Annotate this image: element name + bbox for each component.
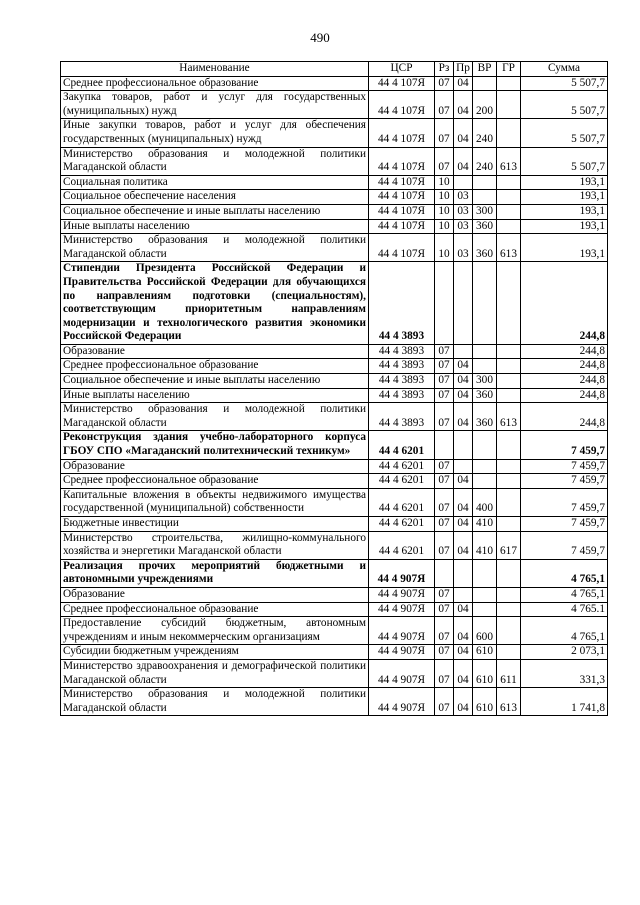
table-row — [61, 474, 608, 489]
cell-sum: 4 765,1 — [521, 587, 608, 602]
table-row — [61, 488, 608, 516]
table-row — [61, 91, 608, 119]
cell-sum: 5 507,7 — [521, 76, 608, 91]
cell-csr: 44 4 907Я — [369, 617, 435, 645]
cell-name: Министерство образования и молодежной политики Магаданской области — [61, 147, 369, 175]
cell-vr: 600 — [473, 617, 497, 645]
cell-gr — [497, 119, 521, 147]
cell-pr: 03 — [454, 234, 473, 262]
cell-rz: 07 — [435, 119, 454, 147]
cell-gr — [497, 204, 521, 219]
cell-pr — [454, 344, 473, 359]
cell-rz: 10 — [435, 204, 454, 219]
cell-vr: 610 — [473, 645, 497, 660]
table-row — [61, 190, 608, 205]
cell-name: Социальное обеспечение и иные выплаты населению — [61, 374, 369, 389]
cell-csr: 44 4 3893 — [369, 359, 435, 374]
cell-sum: 244,8 — [521, 344, 608, 359]
cell-vr: 360 — [473, 234, 497, 262]
cell-name: Среднее профессиональное образование — [61, 359, 369, 374]
table-row — [61, 517, 608, 532]
cell-name: Закупка товаров, работ и услуг для государственных (муниципальных) нужд — [61, 91, 369, 119]
cell-pr: 04 — [454, 403, 473, 431]
cell-rz: 07 — [435, 388, 454, 403]
cell-name: Иные выплаты населению — [61, 388, 369, 403]
cell-gr — [497, 219, 521, 234]
cell-name: Реализация прочих мероприятий бюджетными и автономными учреждениями — [61, 559, 369, 587]
table-row — [61, 688, 608, 716]
cell-rz: 07 — [435, 91, 454, 119]
cell-pr: 04 — [454, 659, 473, 687]
cell-pr: 04 — [454, 76, 473, 91]
cell-vr: 610 — [473, 688, 497, 716]
cell-rz: 07 — [435, 403, 454, 431]
cell-gr — [497, 344, 521, 359]
cell-vr — [473, 459, 497, 474]
cell-vr: 200 — [473, 91, 497, 119]
cell-name: Социальное обеспечение населения — [61, 190, 369, 205]
cell-pr: 04 — [454, 488, 473, 516]
header-sum: Сумма — [521, 62, 608, 77]
header-name: Наименование — [61, 62, 369, 77]
cell-rz: 07 — [435, 587, 454, 602]
cell-sum: 7 459,7 — [521, 474, 608, 489]
table-row — [61, 617, 608, 645]
cell-sum: 5 507,7 — [521, 119, 608, 147]
cell-pr: 04 — [454, 91, 473, 119]
cell-rz: 07 — [435, 488, 454, 516]
cell-name: Министерство строительства, жилищно-коммунального хозяйства и энергетики Магаданской области — [61, 531, 369, 559]
cell-name: Образование — [61, 459, 369, 474]
cell-rz: 07 — [435, 531, 454, 559]
cell-sum: 244,8 — [521, 388, 608, 403]
cell-vr: 360 — [473, 388, 497, 403]
cell-sum: 7 459,7 — [521, 459, 608, 474]
cell-sum: 193,1 — [521, 175, 608, 190]
table-row — [61, 219, 608, 234]
cell-sum: 2 073,1 — [521, 645, 608, 660]
cell-sum: 244,8 — [521, 359, 608, 374]
cell-pr: 04 — [454, 374, 473, 389]
cell-name: Среднее профессиональное образование — [61, 76, 369, 91]
cell-gr: 613 — [497, 147, 521, 175]
cell-sum: 331,3 — [521, 659, 608, 687]
cell-sum: 244,8 — [521, 374, 608, 389]
cell-pr — [454, 587, 473, 602]
cell-vr: 240 — [473, 147, 497, 175]
cell-gr — [497, 617, 521, 645]
cell-vr — [473, 587, 497, 602]
table-row — [61, 659, 608, 687]
cell-gr — [497, 645, 521, 660]
cell-pr: 04 — [454, 617, 473, 645]
cell-gr — [497, 431, 521, 459]
cell-csr: 44 4 6201 — [369, 517, 435, 532]
cell-csr: 44 4 907Я — [369, 559, 435, 587]
table-row — [61, 262, 608, 345]
cell-rz: 07 — [435, 459, 454, 474]
table-header-row — [61, 62, 608, 77]
cell-pr — [454, 262, 473, 345]
cell-name: Субсидии бюджетным учреждениям — [61, 645, 369, 660]
cell-name: Среднее профессиональное образование — [61, 474, 369, 489]
cell-pr: 04 — [454, 688, 473, 716]
cell-gr: 611 — [497, 659, 521, 687]
header-csr: ЦСР — [369, 62, 435, 77]
cell-vr — [473, 602, 497, 617]
cell-sum: 193,1 — [521, 204, 608, 219]
cell-pr: 04 — [454, 531, 473, 559]
cell-pr — [454, 431, 473, 459]
table-row — [61, 388, 608, 403]
cell-sum: 7 459,7 — [521, 531, 608, 559]
cell-sum: 7 459,7 — [521, 431, 608, 459]
cell-gr — [497, 602, 521, 617]
cell-gr — [497, 359, 521, 374]
cell-rz — [435, 431, 454, 459]
cell-vr — [473, 344, 497, 359]
table-body — [61, 76, 608, 716]
cell-sum: 193,1 — [521, 219, 608, 234]
table-row — [61, 344, 608, 359]
cell-gr: 613 — [497, 688, 521, 716]
cell-csr: 44 4 3893 — [369, 262, 435, 345]
cell-name: Министерство образования и молодежной политики Магаданской области — [61, 234, 369, 262]
cell-csr: 44 4 107Я — [369, 91, 435, 119]
cell-rz: 07 — [435, 617, 454, 645]
table-row — [61, 531, 608, 559]
cell-rz: 07 — [435, 359, 454, 374]
header-rz: Рз — [435, 62, 454, 77]
table-row — [61, 602, 608, 617]
cell-name: Иные закупки товаров, работ и услуг для обеспечения государственных (муниципальных) нужд — [61, 119, 369, 147]
cell-pr: 04 — [454, 517, 473, 532]
cell-vr: 360 — [473, 403, 497, 431]
cell-pr — [454, 459, 473, 474]
cell-rz: 07 — [435, 374, 454, 389]
table-row — [61, 645, 608, 660]
header-gr: ГР — [497, 62, 521, 77]
cell-name: Социальное обеспечение и иные выплаты населению — [61, 204, 369, 219]
cell-name: Реконструкция здания учебно-лабораторного корпуса ГБОУ СПО «Магаданский политехнический техникум» — [61, 431, 369, 459]
cell-rz — [435, 559, 454, 587]
table-row — [61, 119, 608, 147]
cell-csr: 44 4 6201 — [369, 531, 435, 559]
table-row — [61, 374, 608, 389]
cell-pr: 03 — [454, 190, 473, 205]
cell-name: Капитальные вложения в объекты недвижимого имущества государственной (муниципальной) собственности — [61, 488, 369, 516]
cell-vr — [473, 359, 497, 374]
cell-name: Иные выплаты населению — [61, 219, 369, 234]
cell-vr: 300 — [473, 374, 497, 389]
header-vr: ВР — [473, 62, 497, 77]
cell-rz: 07 — [435, 602, 454, 617]
cell-pr: 04 — [454, 119, 473, 147]
cell-vr: 410 — [473, 517, 497, 532]
cell-rz: 10 — [435, 219, 454, 234]
cell-sum: 4 765,1 — [521, 617, 608, 645]
cell-csr: 44 4 107Я — [369, 204, 435, 219]
cell-sum: 1 741,8 — [521, 688, 608, 716]
cell-vr — [473, 474, 497, 489]
cell-vr: 300 — [473, 204, 497, 219]
cell-name: Среднее профессиональное образование — [61, 602, 369, 617]
cell-vr — [473, 431, 497, 459]
cell-gr — [497, 517, 521, 532]
table-row — [61, 147, 608, 175]
cell-rz: 07 — [435, 344, 454, 359]
cell-sum: 5 507,7 — [521, 91, 608, 119]
cell-csr: 44 4 107Я — [369, 119, 435, 147]
table-row — [61, 204, 608, 219]
header-pr: Пр — [454, 62, 473, 77]
table-row — [61, 459, 608, 474]
cell-name: Предоставление субсидий бюджетным, автономным учреждениям и иным некоммерческим организациям — [61, 617, 369, 645]
cell-vr — [473, 262, 497, 345]
cell-pr: 04 — [454, 474, 473, 489]
cell-csr: 44 4 907Я — [369, 688, 435, 716]
cell-pr: 04 — [454, 388, 473, 403]
cell-gr — [497, 175, 521, 190]
table-row — [61, 175, 608, 190]
cell-gr: 613 — [497, 403, 521, 431]
cell-csr: 44 4 6201 — [369, 431, 435, 459]
table-row — [61, 76, 608, 91]
cell-gr — [497, 559, 521, 587]
cell-csr: 44 4 3893 — [369, 388, 435, 403]
table-row — [61, 431, 608, 459]
cell-pr: 03 — [454, 219, 473, 234]
cell-csr: 44 4 6201 — [369, 488, 435, 516]
cell-sum: 4 765,1 — [521, 559, 608, 587]
cell-rz: 07 — [435, 645, 454, 660]
cell-vr — [473, 76, 497, 91]
cell-name: Образование — [61, 344, 369, 359]
table-row — [61, 359, 608, 374]
cell-pr: 04 — [454, 645, 473, 660]
cell-pr — [454, 175, 473, 190]
cell-gr — [497, 488, 521, 516]
cell-sum: 4 765.1 — [521, 602, 608, 617]
cell-gr — [497, 91, 521, 119]
cell-sum: 193,1 — [521, 190, 608, 205]
cell-csr: 44 4 107Я — [369, 147, 435, 175]
cell-gr: 613 — [497, 234, 521, 262]
cell-sum: 244,8 — [521, 403, 608, 431]
cell-gr — [497, 262, 521, 345]
cell-vr: 240 — [473, 119, 497, 147]
cell-csr: 44 4 6201 — [369, 474, 435, 489]
cell-rz: 07 — [435, 147, 454, 175]
cell-gr — [497, 587, 521, 602]
cell-csr: 44 4 907Я — [369, 587, 435, 602]
cell-name: Министерство образования и молодежной политики Магаданской области — [61, 403, 369, 431]
cell-name: Стипендии Президента Российской Федерации и Правительства Российской Федерации для обучающихся по направлениям подготовки (специальностям), соответствующим приоритетным направлениям модернизации и технологического развития экономики Российской Федерации — [61, 262, 369, 345]
cell-gr — [497, 459, 521, 474]
cell-name: Образование — [61, 587, 369, 602]
cell-rz: 10 — [435, 234, 454, 262]
cell-sum: 193,1 — [521, 234, 608, 262]
cell-vr — [473, 190, 497, 205]
cell-sum: 7 459,7 — [521, 517, 608, 532]
cell-csr: 44 4 907Я — [369, 602, 435, 617]
cell-rz: 07 — [435, 688, 454, 716]
cell-csr: 44 4 107Я — [369, 175, 435, 190]
cell-pr: 04 — [454, 147, 473, 175]
cell-gr — [497, 190, 521, 205]
cell-gr — [497, 474, 521, 489]
cell-vr: 610 — [473, 659, 497, 687]
table-row — [61, 587, 608, 602]
cell-csr: 44 4 107Я — [369, 76, 435, 91]
cell-csr: 44 4 107Я — [369, 234, 435, 262]
cell-csr: 44 4 6201 — [369, 459, 435, 474]
cell-rz — [435, 262, 454, 345]
cell-vr: 410 — [473, 531, 497, 559]
cell-vr — [473, 559, 497, 587]
cell-rz: 07 — [435, 76, 454, 91]
cell-rz: 07 — [435, 517, 454, 532]
cell-rz: 10 — [435, 190, 454, 205]
cell-pr — [454, 559, 473, 587]
cell-csr: 44 4 907Я — [369, 645, 435, 660]
table-row — [61, 234, 608, 262]
cell-vr: 360 — [473, 219, 497, 234]
cell-csr: 44 4 3893 — [369, 344, 435, 359]
budget-table — [60, 61, 608, 716]
cell-csr: 44 4 3893 — [369, 403, 435, 431]
table-row — [61, 559, 608, 587]
cell-csr: 44 4 907Я — [369, 659, 435, 687]
cell-csr: 44 4 107Я — [369, 190, 435, 205]
cell-gr — [497, 76, 521, 91]
cell-rz: 10 — [435, 175, 454, 190]
cell-gr — [497, 388, 521, 403]
cell-gr — [497, 374, 521, 389]
cell-gr: 617 — [497, 531, 521, 559]
cell-csr: 44 4 3893 — [369, 374, 435, 389]
cell-name: Министерство здравоохранения и демографической политики Магаданской области — [61, 659, 369, 687]
cell-name: Министерство образования и молодежной политики Магаданской области — [61, 688, 369, 716]
cell-sum: 7 459,7 — [521, 488, 608, 516]
cell-csr: 44 4 107Я — [369, 219, 435, 234]
cell-rz: 07 — [435, 474, 454, 489]
cell-rz: 07 — [435, 659, 454, 687]
cell-pr: 04 — [454, 602, 473, 617]
cell-vr — [473, 175, 497, 190]
page-number: 490 — [310, 30, 330, 45]
cell-vr: 400 — [473, 488, 497, 516]
cell-name: Бюджетные инвестиции — [61, 517, 369, 532]
cell-pr: 04 — [454, 359, 473, 374]
cell-pr: 03 — [454, 204, 473, 219]
table-row — [61, 403, 608, 431]
cell-sum: 244,8 — [521, 262, 608, 345]
cell-sum: 5 507,7 — [521, 147, 608, 175]
cell-name: Социальная политика — [61, 175, 369, 190]
